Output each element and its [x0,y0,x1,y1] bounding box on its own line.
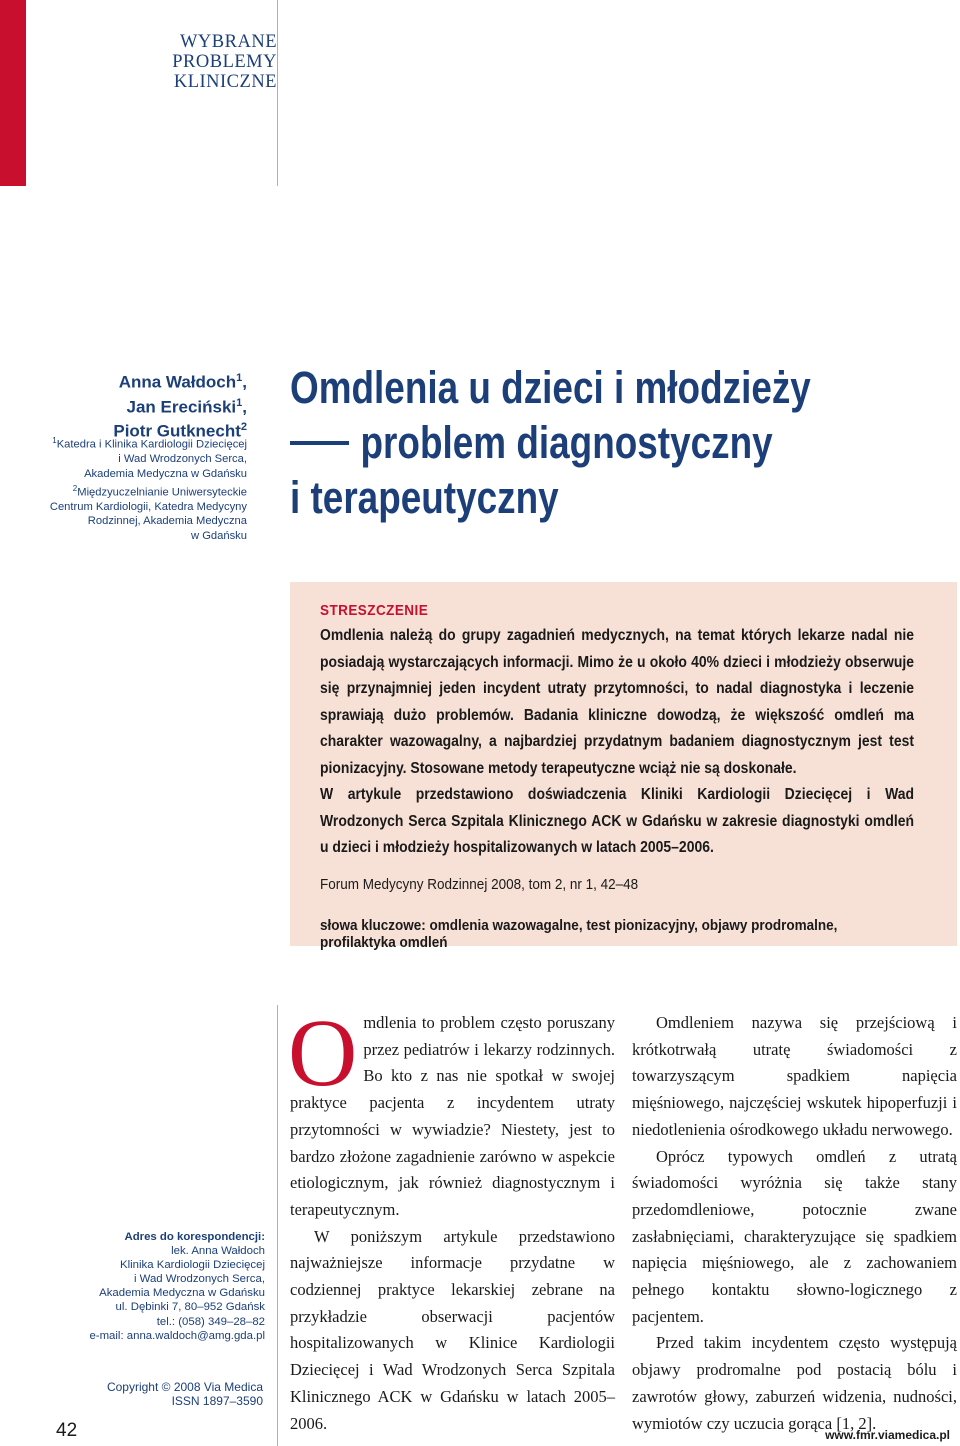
body-paragraph: W poniższym artykule przedstawiono najważniejsze informacje przydatne w codziennej praktyce lekarskiej zebrane na przykładzie obserwacji pacjentów hospitalizowanych w Klinice Kardiologii Dziecięcej i Wad Wrodzonych Serca Szpitala Klinicznego ACK w Gdańsku w latach 2005–2006. [290,1226,615,1433]
affiliation-line: Rodzinnej, Akademia Medyczna [87,515,247,528]
correspondence-address [5,1230,265,1343]
section-label-line: PROBLEMY [172,52,277,72]
title-line: Omdlenia u dzieci i młodzieży [290,362,811,413]
page-number: 42 [56,1420,78,1441]
correspondence-label: Adres do korespondencji: [124,1231,265,1243]
affiliation-line: $^1$Katedra i Klinika Kardiologii Dziecięcej [52,436,247,451]
correspondence-line: ul. Dębinki 7, 80–952 Gdańsk [115,1301,265,1314]
title-dash [290,441,349,445]
issn-line: ISSN 1897–3590 [171,1394,263,1408]
affiliation-line: i Wad Wrodzonych Serca, [118,453,247,466]
correspondence-line: Akademia Medyczna w Gdańsku [99,1287,265,1300]
correspondence-line: lek. Anna Wałdoch [171,1245,265,1258]
copyright [3,1380,263,1408]
article-title [290,360,815,525]
body-paragraph: Omdlenia to problem często poruszany przez pediatrów i lekarzy rodzinnych. Bo kto z nas nie spotkał w swojej praktyce pacjenta z incydentem utraty przytomności w wywiadzie? Niestety, jest to bardzo złożone zagadnienie zarówno w aspekcie etiologicznym, jak również diagnostycznym i terapeutycznym. [288,999,615,1219]
body-paragraph: Oprócz typowych omdleń z utratą świadomości wyróżnia się także stany przedomdleniowe, potocznie zwane zasłabnięciami, charakteryzujące się spadkiem napięcia mięśniowego, ale z zachowaniem pełnego kontaktu słowno-logicznego z pacjentem. [632,1146,957,1326]
title-line: i terapeutyczny [290,472,559,523]
author: Jan Ereciński$^1$, [126,396,247,417]
author-list [17,368,247,442]
abstract-paragraph: W artykule przedstawiono doświadczenia Kliniki Kardiologii Dziecięcej i Wad Wrodzonych Serca Szpitala Klinicznego ACK w Gdańsku w zakresie diagnostyki omdleń u dzieci i młodzieży hospitalizowanych w latach 2005–2006. [320,786,914,856]
title-line: problem diagnostyczny [290,415,815,470]
margin-divider-top [277,0,278,186]
correspondence-line: tel.: (058) 349–28–82 [156,1315,265,1328]
abstract-paragraph: Omdlenia należą do grupy zagadnień medycznych, na temat których lekarze nadal nie posiadają wystarczających informacji. Mimo że u około 40% dzieci i młodzieży obserwuje się przynajmniej jeden incydent utraty przytomności, to nadal diagnostyka i leczenie sprawiają dużo problemów. Badania kliniczne dowodzą, że większość omdleń ma charakter wazowagalny, a najbardziej przydatnym badaniem diagnostycznym jest test pionizacyjny. Stosowane metody terapeutyczne wciąż nie są doskonałe. [320,627,914,777]
section-label-line: WYBRANE [179,32,277,52]
correspondence-line: i Wad Wrodzonych Serca, [133,1273,265,1286]
body-column-1 [288,999,615,1437]
copyright-line: Copyright © 2008 Via Medica [106,1380,263,1394]
body-paragraph: Omdleniem nazywa się przejściową i krótkotrwałą utratę świadomości z towarzyszącym spadkiem napięcia mięśniowego, najczęściej wskutek hipoperfuzji i niedotlenienia ośrodkowego układu nerwowego. [632,1013,957,1139]
correspondence-line: Klinika Kardiologii Dziecięcej [120,1259,265,1272]
body-column-2 [632,1010,957,1437]
margin-divider-bottom [277,1005,278,1446]
affiliation-line: Centrum Kardiologii, Katedra Medycyny [49,500,247,513]
section-color-bar [0,0,26,186]
section-label [37,32,277,92]
abstract-heading: STRESZCZENIE [320,602,429,619]
affiliation-line: w Gdańsku [191,530,247,543]
affiliation-line: Akademia Medyczna w Gdańsku [84,467,247,480]
footer-url[interactable]: www.fmr.viamedica.pl [825,1428,950,1442]
affiliation-line: $^2$Międzyuczelnianie Uniwersyteckie [72,483,247,499]
affiliations [0,434,247,544]
author: Piotr Gutknecht$^2$ [113,421,247,441]
correspondence-email[interactable]: e-mail: anna.waldoch@amg.gda.pl [89,1329,265,1342]
section-label-line: KLINICZNE [173,72,277,92]
drop-cap: O [288,999,358,1106]
author: Anna Wałdoch$^1$, [118,372,247,392]
abstract-box [290,582,957,951]
citation: Forum Medycyny Rodzinnej 2008, tom 2, nr 1, 42–48 [320,875,639,893]
keywords: słowa kluczowe: omdlenia wazowagalne, test pionizacyjny, objawy prodromalne, profilaktyka omdleń [320,916,838,951]
body-paragraph: Przed takim incydentem często występują objawy prodromalne pod postacią bólu i zawrotów głowy, zaburzeń widzenia, nudności, wymiotów czy uczucia gorąca [1, 2]. [632,1333,957,1433]
